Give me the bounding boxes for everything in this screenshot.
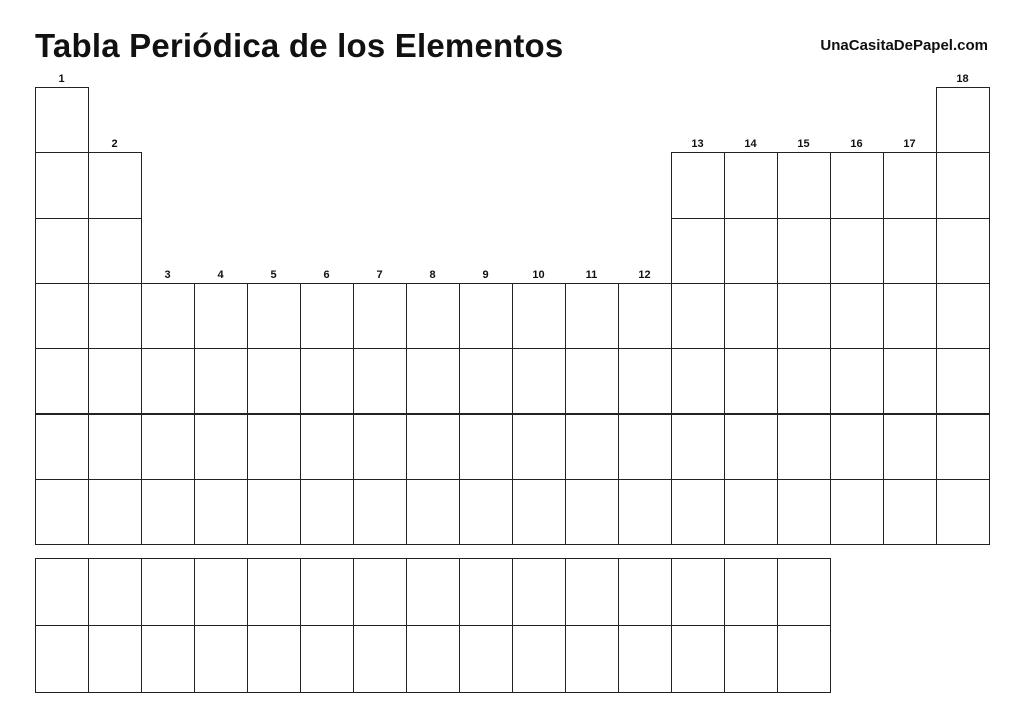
f-block-cell[interactable] (88, 558, 142, 626)
element-cell[interactable] (247, 414, 301, 480)
element-cell[interactable] (565, 414, 619, 480)
element-cell[interactable] (512, 348, 566, 414)
element-cell[interactable] (35, 87, 89, 153)
element-cell[interactable] (724, 218, 778, 284)
element-cell[interactable] (671, 283, 725, 349)
group-label-9: 9 (482, 268, 489, 281)
element-cell[interactable] (671, 414, 725, 480)
element-cell[interactable] (459, 283, 513, 349)
element-cell[interactable] (777, 479, 831, 545)
f-block-cell[interactable] (194, 558, 248, 626)
element-cell[interactable] (883, 283, 937, 349)
f-block-cell[interactable] (353, 625, 407, 693)
element-cell[interactable] (565, 479, 619, 545)
element-cell[interactable] (141, 479, 195, 545)
element-cell[interactable] (883, 218, 937, 284)
element-cell[interactable] (830, 414, 884, 480)
element-cell[interactable] (671, 152, 725, 218)
element-cell[interactable] (247, 479, 301, 545)
group-label-17: 17 (903, 138, 916, 151)
element-cell[interactable] (35, 283, 89, 349)
f-block-cell[interactable] (512, 625, 566, 693)
f-block-cell[interactable] (141, 625, 195, 693)
f-block-cell[interactable] (35, 625, 89, 693)
element-cell[interactable] (406, 414, 460, 480)
f-block-cell[interactable] (565, 558, 619, 626)
element-cell[interactable] (406, 348, 460, 414)
element-cell[interactable] (141, 414, 195, 480)
group-label-15: 15 (797, 138, 810, 151)
element-cell[interactable] (141, 348, 195, 414)
f-block-cell[interactable] (141, 558, 195, 626)
element-cell[interactable] (883, 414, 937, 480)
element-cell[interactable] (830, 283, 884, 349)
f-block-cell[interactable] (35, 558, 89, 626)
f-block-cell[interactable] (724, 625, 778, 693)
element-cell[interactable] (35, 348, 89, 414)
element-cell[interactable] (724, 348, 778, 414)
f-block-cell[interactable] (88, 625, 142, 693)
element-cell[interactable] (406, 283, 460, 349)
site-watermark: UnaCasitaDePapel.com (820, 37, 988, 54)
f-block-cell[interactable] (671, 625, 725, 693)
element-cell[interactable] (777, 348, 831, 414)
f-block-cell[interactable] (565, 625, 619, 693)
element-cell[interactable] (353, 414, 407, 480)
group-label-8: 8 (429, 268, 436, 281)
element-cell[interactable] (777, 414, 831, 480)
element-cell[interactable] (936, 348, 990, 414)
element-cell[interactable] (35, 152, 89, 218)
element-cell[interactable] (724, 414, 778, 480)
element-cell[interactable] (88, 152, 142, 218)
element-cell[interactable] (194, 479, 248, 545)
element-cell[interactable] (777, 152, 831, 218)
f-block-cell[interactable] (194, 625, 248, 693)
group-label-11: 11 (585, 268, 598, 281)
f-block-cell[interactable] (300, 625, 354, 693)
f-block-cell[interactable] (406, 558, 460, 626)
element-cell[interactable] (88, 479, 142, 545)
element-cell[interactable] (618, 348, 672, 414)
f-block-cell[interactable] (459, 625, 513, 693)
f-block-cell[interactable] (512, 558, 566, 626)
group-label-16: 16 (850, 138, 863, 151)
element-cell[interactable] (830, 479, 884, 545)
element-cell[interactable] (671, 348, 725, 414)
element-cell[interactable] (512, 283, 566, 349)
element-cell[interactable] (35, 479, 89, 545)
element-cell[interactable] (618, 283, 672, 349)
group-label-12: 12 (638, 268, 651, 281)
f-block-cell[interactable] (406, 625, 460, 693)
element-cell[interactable] (671, 479, 725, 545)
element-cell[interactable] (777, 218, 831, 284)
element-cell[interactable] (618, 479, 672, 545)
f-block-cell[interactable] (618, 625, 672, 693)
element-cell[interactable] (247, 348, 301, 414)
f-block-cell[interactable] (353, 558, 407, 626)
element-cell[interactable] (459, 479, 513, 545)
group-label-1: 1 (58, 73, 65, 85)
page-title: Tabla Periódica de los Elementos (35, 27, 564, 64)
f-block-cell[interactable] (618, 558, 672, 626)
element-cell[interactable] (512, 414, 566, 480)
element-cell[interactable] (35, 218, 89, 284)
element-cell[interactable] (88, 414, 142, 480)
element-cell[interactable] (300, 479, 354, 545)
element-cell[interactable] (724, 283, 778, 349)
element-cell[interactable] (565, 348, 619, 414)
element-cell[interactable] (35, 414, 89, 480)
element-cell[interactable] (141, 283, 195, 349)
element-cell[interactable] (618, 414, 672, 480)
element-cell[interactable] (936, 479, 990, 545)
element-cell[interactable] (459, 414, 513, 480)
element-cell[interactable] (883, 152, 937, 218)
group-label-5: 5 (270, 268, 277, 281)
element-cell[interactable] (830, 218, 884, 284)
element-cell[interactable] (88, 348, 142, 414)
element-cell[interactable] (671, 218, 725, 284)
element-cell[interactable] (194, 414, 248, 480)
element-cell[interactable] (247, 283, 301, 349)
element-cell[interactable] (830, 152, 884, 218)
group-label-13: 13 (691, 138, 704, 151)
f-block-cell[interactable] (777, 558, 831, 626)
element-cell[interactable] (353, 283, 407, 349)
element-cell[interactable] (936, 218, 990, 284)
f-block-cell[interactable] (247, 625, 301, 693)
element-cell[interactable] (724, 479, 778, 545)
element-cell[interactable] (88, 218, 142, 284)
f-block-cell[interactable] (724, 558, 778, 626)
element-cell[interactable] (300, 348, 354, 414)
element-cell[interactable] (406, 479, 460, 545)
group-label-4: 4 (217, 268, 224, 281)
f-block-cell[interactable] (777, 625, 831, 693)
element-cell[interactable] (883, 348, 937, 414)
group-label-7: 7 (376, 268, 383, 281)
element-cell[interactable] (565, 283, 619, 349)
f-block-cell[interactable] (459, 558, 513, 626)
element-cell[interactable] (936, 152, 990, 218)
f-block-cell[interactable] (671, 558, 725, 626)
element-cell[interactable] (353, 348, 407, 414)
element-cell[interactable] (936, 414, 990, 480)
f-block-cell[interactable] (300, 558, 354, 626)
element-cell[interactable] (194, 283, 248, 349)
element-cell[interactable] (777, 283, 831, 349)
group-label-10: 10 (532, 268, 545, 281)
element-cell[interactable] (883, 479, 937, 545)
element-cell[interactable] (194, 348, 248, 414)
element-cell[interactable] (459, 348, 513, 414)
element-cell[interactable] (936, 283, 990, 349)
group-label-14: 14 (744, 138, 757, 151)
f-block-cell[interactable] (247, 558, 301, 626)
element-cell[interactable] (512, 479, 566, 545)
element-cell[interactable] (300, 414, 354, 480)
element-cell[interactable] (724, 152, 778, 218)
element-cell[interactable] (936, 87, 990, 153)
element-cell[interactable] (830, 348, 884, 414)
group-label-2: 2 (111, 138, 118, 151)
element-cell[interactable] (88, 283, 142, 349)
element-cell[interactable] (353, 479, 407, 545)
group-label-18: 18 (956, 73, 969, 85)
element-cell[interactable] (300, 283, 354, 349)
group-label-6: 6 (323, 268, 330, 281)
group-label-3: 3 (164, 268, 171, 281)
